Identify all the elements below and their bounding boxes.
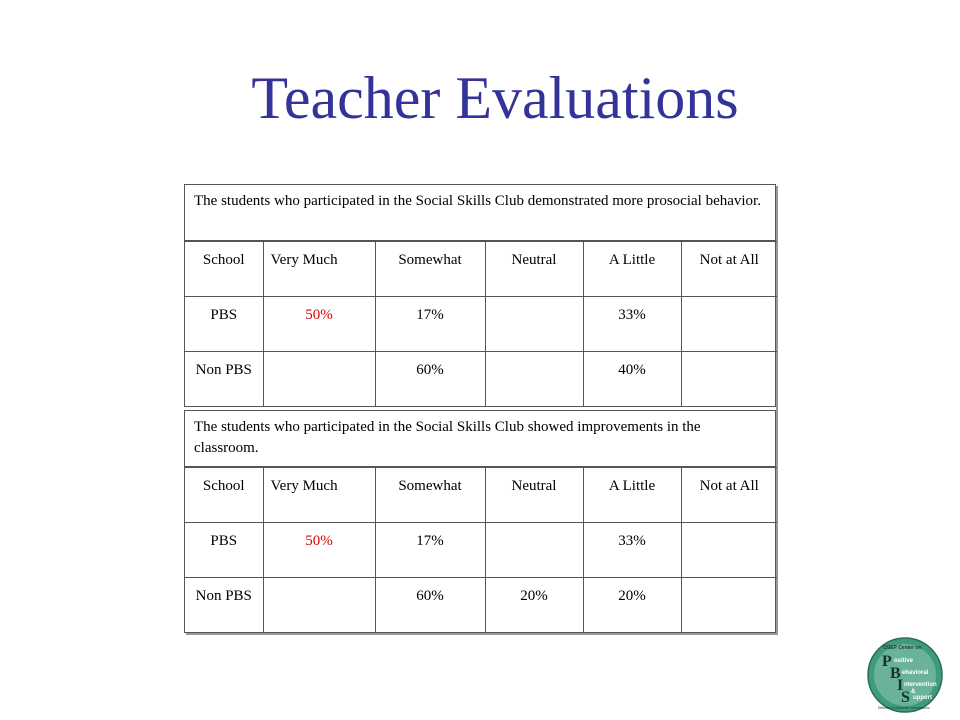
table-caption: The students who participated in the Social Skills Club showed improvements in the classroom. [185, 411, 775, 467]
table-row [185, 297, 777, 352]
header-a-little: A Little [583, 468, 681, 523]
cell-very-much [263, 352, 375, 407]
cell-somewhat: 60% [375, 578, 485, 633]
cell-neutral: 20% [485, 578, 583, 633]
cell-school: PBS [185, 523, 263, 578]
results-table [185, 241, 777, 406]
header-neutral: Neutral [485, 468, 583, 523]
svg-text:ositive: ositive [894, 658, 914, 664]
table-caption: The students who participated in the Social Skills Club demonstrated more prosocial behavior. [185, 185, 775, 241]
svg-text:ehavioral: ehavioral [902, 670, 929, 676]
header-very-much: Very Much [263, 468, 375, 523]
cell-somewhat: 60% [375, 352, 485, 407]
cell-very-much [263, 578, 375, 633]
results-table [185, 467, 777, 632]
cell-school: PBS [185, 297, 263, 352]
cell-neutral [485, 523, 583, 578]
cell-somewhat: 17% [375, 297, 485, 352]
evaluation-table-prosocial [184, 184, 776, 407]
svg-text:&: & [911, 689, 916, 695]
header-not-at-all: Not at All [681, 468, 777, 523]
page-title: Teacher Evaluations [251, 65, 739, 131]
svg-text:B: B [890, 665, 901, 682]
cell-school: Non PBS [185, 352, 263, 407]
cell-a-little: 40% [583, 352, 681, 407]
cell-a-little: 33% [583, 523, 681, 578]
cell-neutral [485, 297, 583, 352]
svg-text:Effective Schoolwide Intervent: Effective Schoolwide Interventions [878, 706, 930, 710]
evaluation-table-classroom [184, 410, 776, 633]
header-not-at-all: Not at All [681, 242, 777, 297]
svg-text:OSEP Center on: OSEP Center on [883, 645, 922, 651]
svg-text:ntervention: ntervention [904, 682, 937, 688]
header-a-little: A Little [583, 242, 681, 297]
header-somewhat: Somewhat [375, 468, 485, 523]
cell-a-little: 33% [583, 297, 681, 352]
header-school: School [185, 242, 263, 297]
cell-not-at-all [681, 523, 777, 578]
table-row [185, 578, 777, 633]
svg-text:I: I [897, 677, 904, 694]
cell-not-at-all [681, 297, 777, 352]
cell-somewhat: 17% [375, 523, 485, 578]
header-somewhat: Somewhat [375, 242, 485, 297]
table-header-row [185, 242, 777, 297]
table-header-row [185, 468, 777, 523]
svg-text:P: P [882, 653, 892, 670]
cell-school: Non PBS [185, 578, 263, 633]
cell-a-little: 20% [583, 578, 681, 633]
table-row [185, 352, 777, 407]
pbis-logo [866, 636, 944, 714]
svg-text:upport: upport [913, 695, 932, 701]
header-neutral: Neutral [485, 242, 583, 297]
cell-not-at-all [681, 578, 777, 633]
cell-not-at-all [681, 352, 777, 407]
cell-neutral [485, 352, 583, 407]
table-row [185, 523, 777, 578]
evaluation-tables [184, 184, 776, 633]
cell-very-much: 50% [263, 523, 375, 578]
header-school: School [185, 468, 263, 523]
cell-very-much: 50% [263, 297, 375, 352]
header-very-much: Very Much [263, 242, 375, 297]
svg-text:S: S [901, 689, 910, 706]
